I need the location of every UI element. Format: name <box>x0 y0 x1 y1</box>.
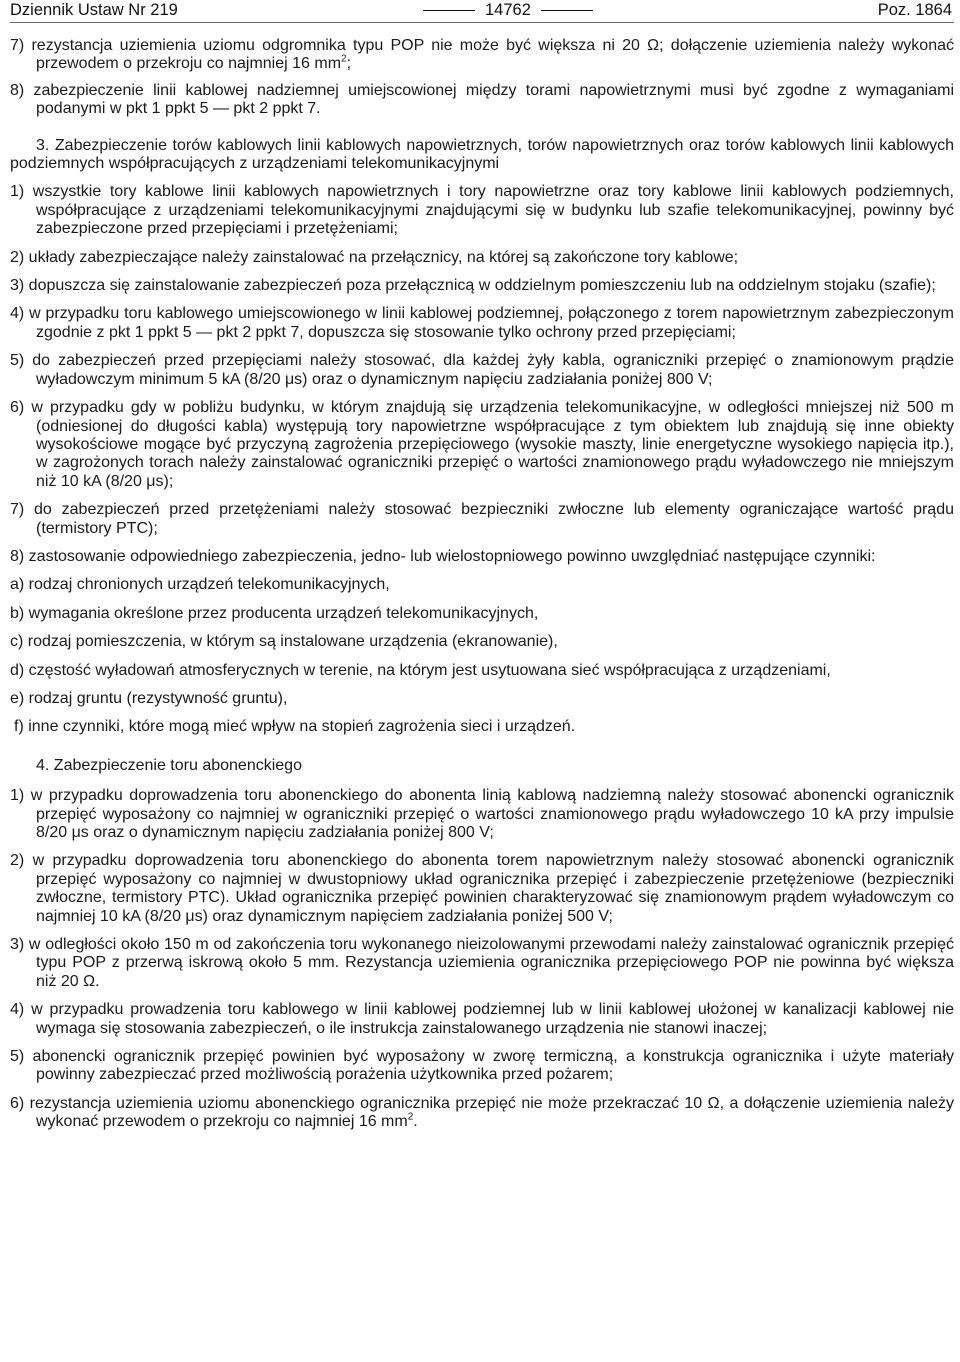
s3-point-2: 2) układy zabezpieczające należy zainstalować na przełącznicy, na której są zakończone tory kablowe; <box>10 248 739 266</box>
s3-sub-f: f) inne czynniki, które mogą mieć wpływ na stopień zagrożenia sieci i urządzeń. <box>14 718 576 736</box>
s3-point-5: 5) do zabezpieczeń przed przepięciami należy stosować, dla każdej żyły kabla, ograniczniki przepięć o znamionowym prądzie wyładowczym minimum 5 kA (8/20 μs) oraz o dynamicznym napięciu zadziałania poniżej 800 V; <box>10 352 954 388</box>
superscript: 2 <box>407 1111 414 1123</box>
section-4-heading: 4. Zabezpieczenie toru abonenckiego <box>36 756 302 774</box>
s4-point-2: 2) w przypadku doprowadzenia toru abonenckiego do abonenta torem napowietrznym należy stosować abonencki ogranicznik przepięć wyposażony co najmniej w dwustopniowy układ ogranicznika przepięć i zabezpieczenie przetężeniowe (bezpieczniki zwłoczne, termistory PTC). Układ ogranicznika przepięć powinien charakteryzować się znamionowym prądem wyładowczym co najmniej 10 kA (8/20 μs) oraz dynamicznym napięciem zadziałania poniżej 500 V; <box>10 852 954 925</box>
s3-sub-d: d) częstość wyładowań atmosferycznych w terenie, na którym jest usytuowana sieć współpracująca z urządzeniami, <box>10 661 831 679</box>
page-number <box>413 0 603 20</box>
s3-point-3: 3) dopuszcza się zainstalowanie zabezpieczeń poza przełącznicą w oddzielnym pomieszczeniu lub na oddzielnym stojaku (szafie); <box>10 277 936 295</box>
s3-sub-a: a) rodzaj chronionych urządzeń telekomunikacyjnych, <box>10 576 390 594</box>
dash-left <box>423 10 475 11</box>
s4-point-6-tail: . <box>413 1113 418 1131</box>
s4-point-6-text: 6) rezystancja uziemienia uziomu abonenckiego ogranicznika przepięć nie może przekraczać 10 Ω, a dołączenie uziemienia należy wykonać przewodem o przekroju co najmniej 16 mm <box>10 1094 954 1131</box>
s3-point-1: 1) wszystkie tory kablowe linii kablowych napowietrznych i tory napowietrzne oraz tory kablowe linii kablowych podziemnych, współpracujące z urządzeniami telekomunikacyjnymi znajdującymi się w budynku lub szafie telekomunikacyjnej, powinny być zabezpieczone przed przepięciami i przetężeniami; <box>10 183 954 238</box>
s3-point-4: 4) w przypadku toru kablowego umiejscowionego w linii kablowej podziemnej, połączonego z torem napowietrznym zabezpieczonym zgodnie z pkt 1 ppkt 5 — pkt 2 ppkt 7, dopuszcza się stosowanie tylko ochrony przed przepięciami; <box>10 305 954 341</box>
s3-point-6: 6) w przypadku gdy w pobliżu budynku, w którym znajdują się urządzenia telekomunikacyjne, w odległości mniejszej niż 500 m (odniesionej do długości kabla) występują tory napowietrzne współpracujące z tym obiektem lub znajdują się inne obiekty wysokościowe mogące być przyczyną zagrożenia przepięciowego (wysokie maszty, linie energetyczne wysokiego napięcia itp.), w zagrożonych torach należy zainstalować ograniczniki przepięć o wartości znamionowego prądu wyładowczego nie mniejszym niż 10 kA (8/20 μs); <box>10 399 954 490</box>
s3-point-7: 7) do zabezpieczeń przed przetężeniami należy stosować bezpieczniki zwłoczne lub elementy ograniczające wartość prądu (termistory PTC); <box>10 501 954 537</box>
point-7 <box>10 37 954 74</box>
dash-right <box>541 10 593 11</box>
journal-title: Dziennik Ustaw Nr 219 <box>10 1 178 19</box>
s3-point-8: 8) zastosowanie odpowiedniego zabezpieczenia, jedno- lub wielostopniowego powinno uwzględniać następujące czynniki: <box>10 547 876 565</box>
point-7-tail: ; <box>346 55 352 73</box>
position-number: Poz. 1864 <box>877 1 952 19</box>
s3-sub-c: c) rodzaj pomieszczenia, w którym są instalowane urządzenia (ekranowanie), <box>10 633 558 651</box>
s4-point-4: 4) w przypadku prowadzenia toru kablowego w linii kablowej podziemnej lub w linii kablowej ułożonej w kanalizacji kablowej nie wymaga się stosowania zabezpieczeń, o ile instrukcja zainstalowanego urządzenia nie stanowi inaczej; <box>10 1001 954 1037</box>
page-header <box>10 0 954 23</box>
section-3-heading: 3. Zabezpieczenie torów kablowych linii kablowych napowietrznych, torów napowietrznych oraz torów kablowych linii kablowych podziemnych współpracujących z urządzeniami telekomunikacyjnymi <box>10 136 954 173</box>
s3-sub-e: e) rodzaj gruntu (rezystywność gruntu), <box>10 689 288 707</box>
s3-sub-b: b) wymagania określone przez producenta urządzeń telekomunikacyjnych, <box>10 604 539 622</box>
page-number-text: 14762 <box>485 1 531 19</box>
point-7-text: 7) rezystancja uziemienia uziomu odgromnika typu POP nie może być większa ni 20 Ω; dołączenie uziemienia należy wykonać przewodem o przekroju co najmniej 16 mm <box>10 37 955 73</box>
s4-point-3: 3) w odległości około 150 m od zakończenia toru wykonanego nieizolowanymi przewodami należy zainstalować ogranicznik przepięć typu POP z przerwą iskrową około 5 mm. Rezystancja uziemienia ogranicznika przepięciowego POP nie powinna być większa niż 20 Ω. <box>10 936 954 990</box>
superscript: 2 <box>341 54 347 66</box>
s4-point-5: 5) abonencki ogranicznik przepięć powinien być wyposażony w zworę termiczną, a konstrukcja ogranicznika i użyte materiały powinny zabezpieczać przed możliwością porażenia użytkownika przed pożarem; <box>10 1048 954 1084</box>
s4-point-6 <box>10 1095 954 1132</box>
s4-point-1: 1) w przypadku doprowadzenia toru abonenckiego do abonenta linią kablową nadziemną należy stosować abonencki ogranicznik przepięć wyposażony co najmniej w ograniczniki przepięć o wartości znamionowego prądu wyładowczego 10 kA przy impulsie 8/20 μs oraz o dynamicznym napięciu zadziałania poniżej 800 V; <box>10 787 954 841</box>
point-8: 8) zabezpieczenie linii kablowej nadziemnej umiejscowionej między torami napowietrznymi musi być zgodne z wymaganiami podanymi w pkt 1 ppkt 5 — pkt 2 ppkt 7. <box>10 81 954 118</box>
